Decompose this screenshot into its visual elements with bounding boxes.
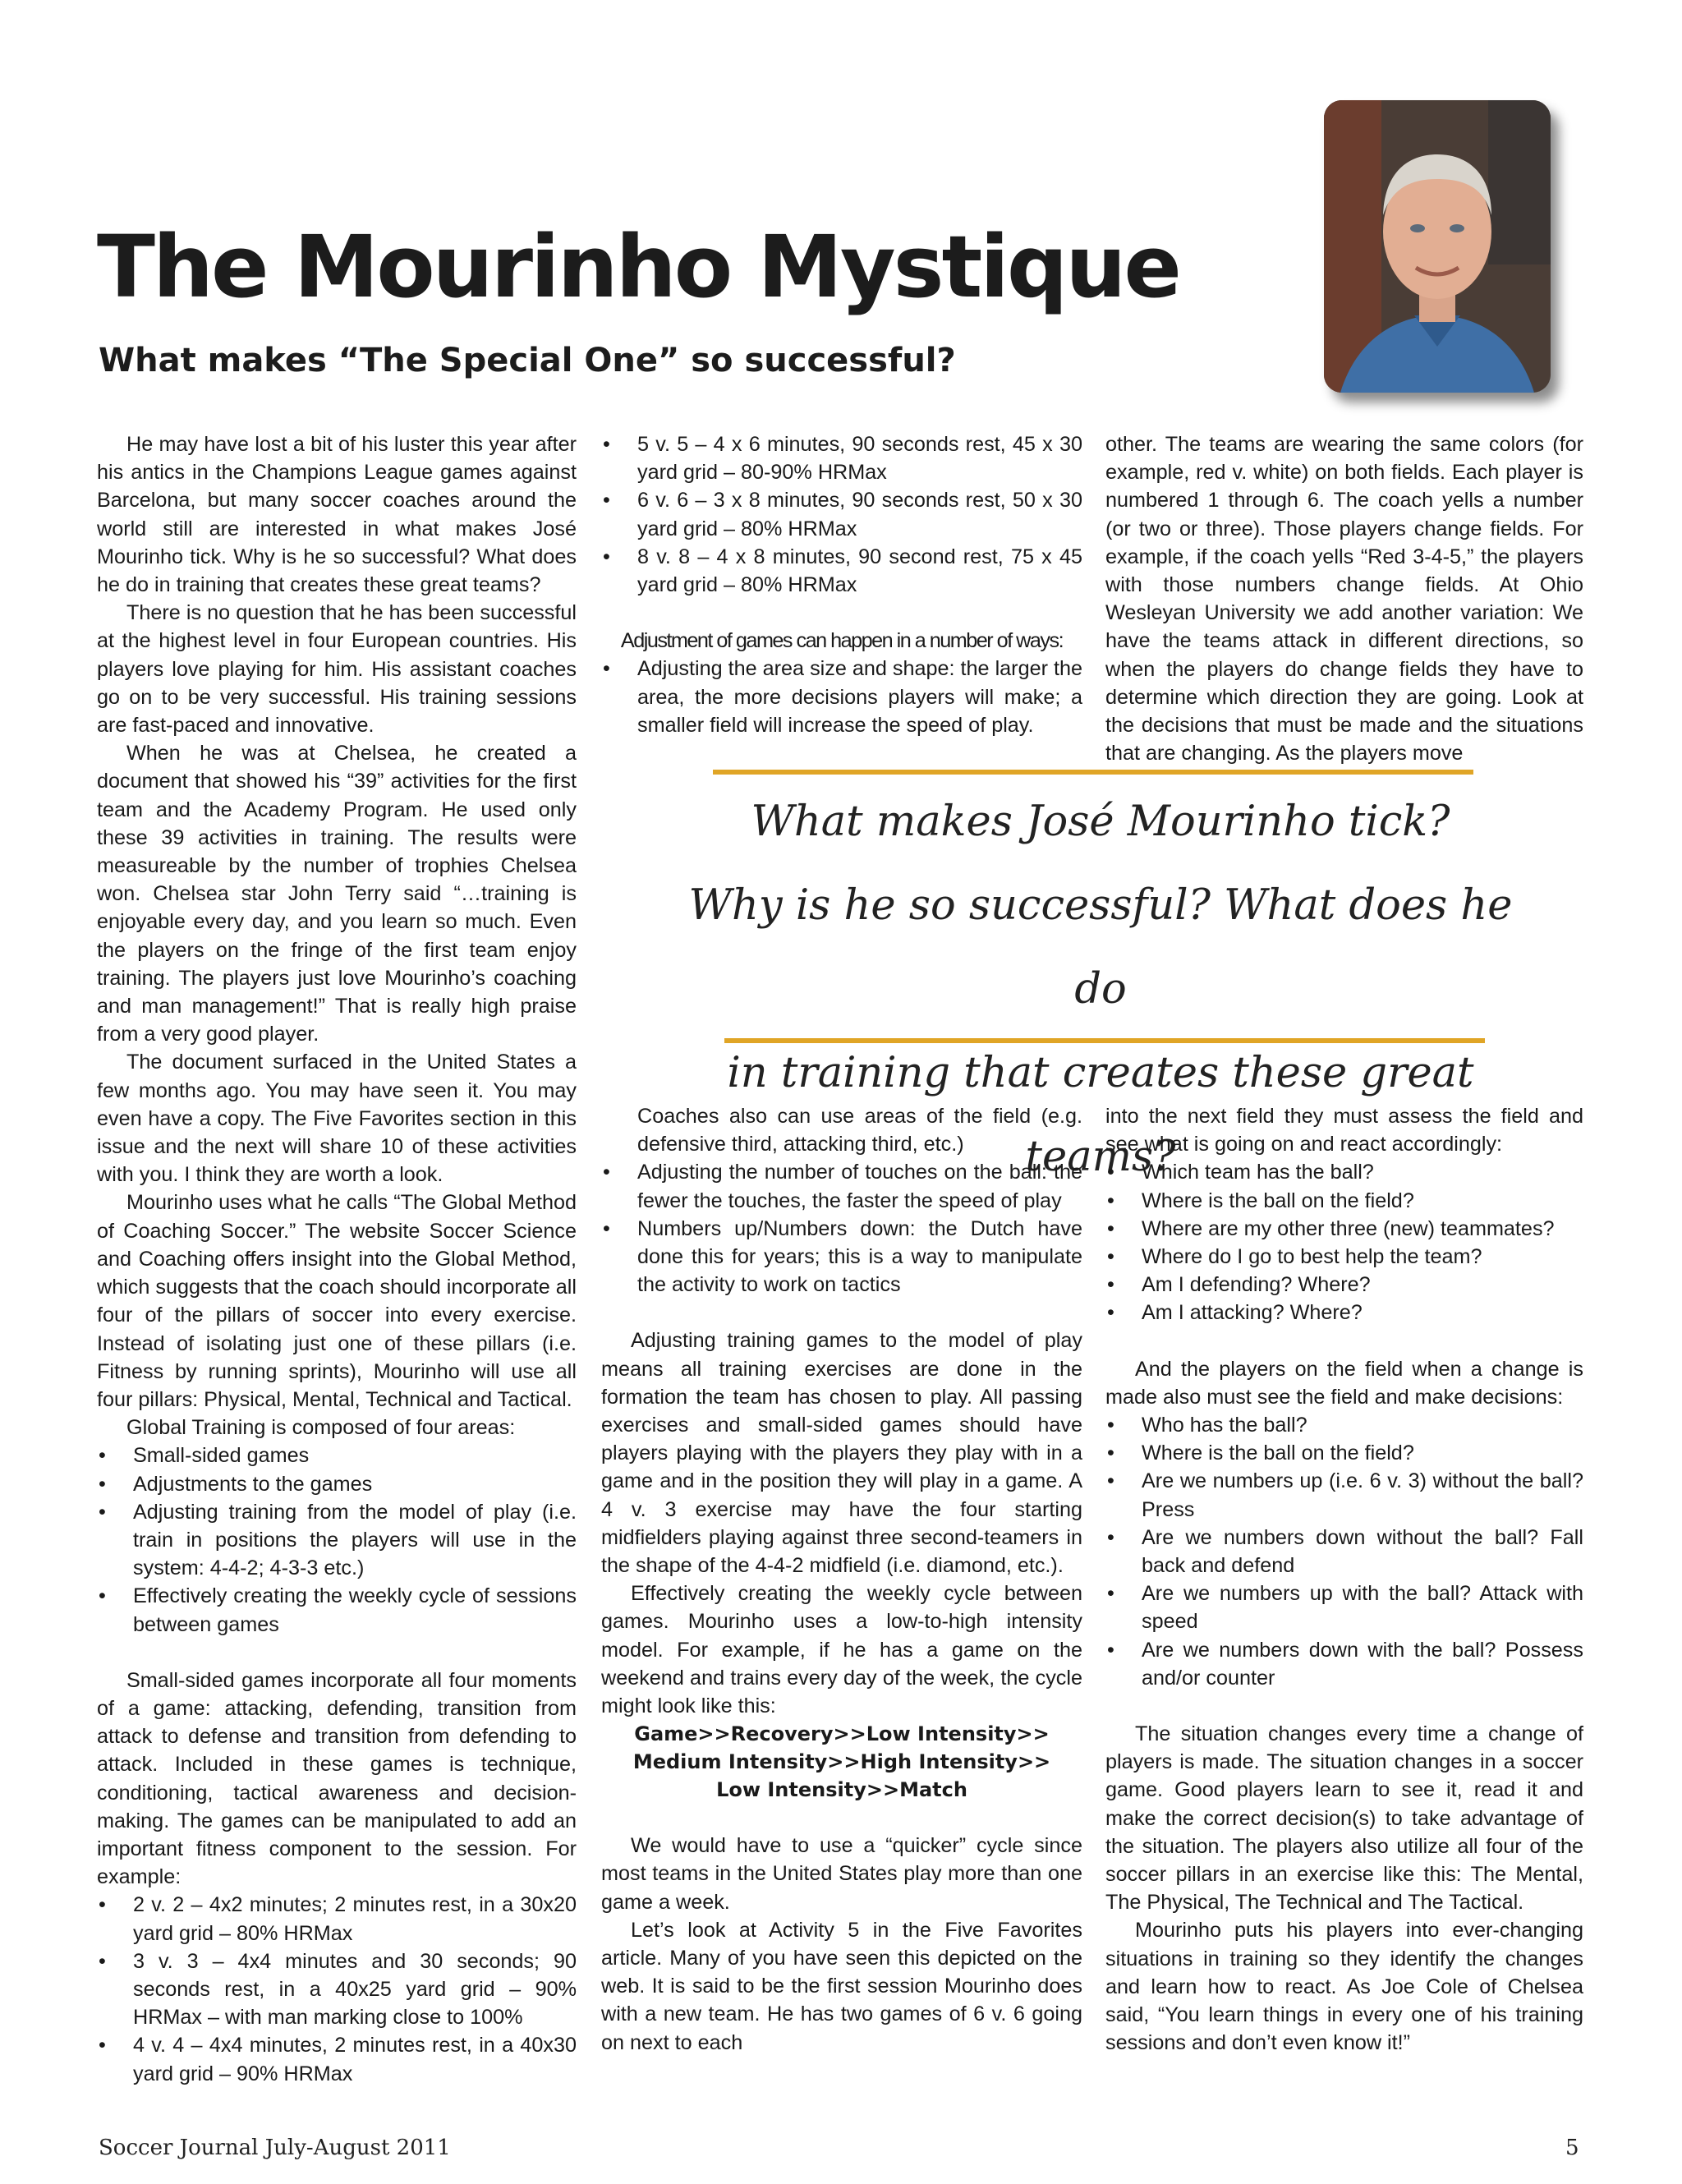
list-item: • Am I defending? Where? [1105, 1271, 1583, 1299]
article-subhead: What makes “The Special One” so successful? [99, 342, 956, 379]
bullet-list [601, 1158, 1082, 1299]
paragraph: Adjusting training games to the model of play means all training exercises are done in the formation the team has chosen to play. All passing exercises and small-sided games should have players playing with the players they play with in a game and in the position they will play in a game. A 4 v. 3 exercise may have the four starting midfielders playing against three second-teamers in the shape of the 4-4-2 midfield (i.e. diamond, etc.). [601, 1329, 1082, 1578]
paragraph: Global Training is composed of four areas: [126, 1416, 516, 1440]
paragraph: into the next field they must assess the field and see what is going on and react accordingly: [1105, 1105, 1583, 1156]
bullet-list [1105, 1158, 1583, 1326]
list-item: • 5 v. 5 – 4 x 6 minutes, 90 seconds rest, 45 x 30 yard grid – 80-90% HRMax [601, 430, 1082, 486]
bullet-list [601, 655, 1082, 739]
paragraph: We would have to use a “quicker” cycle since most teams in the United States play more than one game a week. [601, 1834, 1082, 1914]
paragraph: Mourinho uses what he calls “The Global Method of Coaching Soccer.” The website Soccer Science and Coaching offers insight into the Global Method, which suggests that the coach should incorporate all four of the pillars of soccer into every exercise. Instead of isolating just one of these pillars (i.e. Fitness by running sprints), Mourinho will use all four pillars: Physical, Mental, Technical and Tactical. [97, 1191, 577, 1411]
spacer [97, 1639, 577, 1667]
list-item: • Which team has the ball? [1105, 1158, 1583, 1186]
paragraph: Small-sided games incorporate all four moments of a game: attacking, defending, transition from attack to defense and transition from defending to attack. Included in these games is technique, conditioning, tactical awareness and decision-making. The games can be manipulated to add an important fitness component to the session. For example: [97, 1668, 577, 1889]
list-item: • Adjusting training from the model of play (i.e. train in positions the players will use in the system: 4-4-2; 4-3-3 etc.) [97, 1498, 577, 1583]
list-item: • Adjusting the number of touches on the ball: the fewer the touches, the faster the speed of play [601, 1158, 1082, 1214]
spacer [1105, 1692, 1583, 1720]
list-item: • Are we numbers up (i.e. 6 v. 3) without the ball? Press [1105, 1467, 1583, 1523]
column-1 [97, 430, 577, 2088]
list-item: • Where do I go to best help the team? [1105, 1243, 1583, 1271]
list-item: • 6 v. 6 – 3 x 8 minutes, 90 seconds rest, 50 x 30 yard grid – 80% HRMax [601, 486, 1082, 542]
list-item: • 3 v. 3 – 4x4 minutes and 30 seconds; 90 seconds rest, in a 40x25 yard grid – 90% HRMax – with man marking close to 100% [97, 1947, 577, 2032]
cycle-line: Low Intensity>>Match [716, 1778, 967, 1802]
spacer [601, 1299, 1082, 1326]
paragraph: The situation changes every time a change of players is made. The situation changes in a soccer game. Good players learn to see it, read it and make the correct decision(s) to take advantage of the situation. The players also utilize all four of the soccer pillars in an exercise like this: The Mental, The Physical, The Technical and The Tactical. [1105, 1722, 1583, 1915]
paragraph: He may have lost a bit of his luster this year after his antics in the Champions League games against Barcelona, but many soccer coaches around the world still are interested in what makes José Mourinho tick. Why is he so successful? What does he do in training that creates these great teams? [97, 433, 577, 597]
list-item: • Where is the ball on the field? [1105, 1187, 1583, 1215]
column-3-bottom [1105, 1102, 1583, 2058]
column-2-top [601, 430, 1082, 739]
column-2-bottom [601, 1102, 1082, 2057]
bullet-list [601, 430, 1082, 599]
paragraph: When he was at Chelsea, he created a document that showed his “39” activities for the first team and the Academy Program. He used only these 39 activities in training. The results were measureable by the number of trophies Chelsea won. Chelsea star John Terry said “…training is enjoyable every day, and you learn so much. Even the players on the fringe of the first team enjoy training. The players just love Mourinho’s coaching and man management!” That is really high praise from a very good player. [97, 742, 577, 1046]
cycle-line: Game>>Recovery>>Low Intensity>> [634, 1722, 1050, 1746]
list-item: • 4 v. 4 – 4x4 minutes, 2 minutes rest, in a 40x30 yard grid – 90% HRMax [97, 2031, 577, 2087]
list-item: • Are we numbers down without the ball? Fall back and defend [1105, 1524, 1583, 1579]
spacer [601, 1804, 1082, 1832]
pull-quote-line: in training that creates these great teams? [727, 1049, 1474, 1181]
list-item: • 8 v. 8 – 4 x 8 minutes, 90 second rest, 75 x 45 yard grid – 80% HRMax [601, 543, 1082, 599]
pull-quote-line: What makes José Mourinho tick? [751, 798, 1450, 846]
list-item: • Adjustments to the games [97, 1470, 577, 1498]
pullquote-bottom-rule [724, 1038, 1485, 1043]
list-item: • Small-sided games [97, 1441, 577, 1469]
footer-publication: Soccer Journal July-August 2011 [99, 2136, 451, 2160]
paragraph: other. The teams are wearing the same colors (for example, red v. white) on both fields. Each player is numbered 1 through 6. The coach yells a number (or two or three). Those players change fields. For example, if the coach yells “Red 3-4-5,” the players with those numbers change fields. At Ohio Wesleyan University we add another variation: We have the teams attack in different directions, so when the players do change fields they have to determine which direction they are going. Look at the decisions that must be made and the situations that are changing. As the players move [1105, 433, 1583, 766]
list-item: • Effectively creating the weekly cycle of sessions between games [97, 1582, 577, 1638]
paragraph: There is no question that he has been successful at the highest level in four European countries. His players love playing for him. His assistant coaches go on to be very successful. His training sessions are fast-paced and innovative. [97, 601, 577, 738]
paragraph: Mourinho puts his players into ever-changing situations in training so they identify the changes and learn how to react. As Joe Cole of Chelsea said, “You learn things in every one of his training sessions and don’t even know it!” [1105, 1919, 1583, 2055]
list-item: • Are we numbers up with the ball? Attack with speed [1105, 1579, 1583, 1635]
list-item: • Adjusting the area size and shape: the larger the area, the more decisions players will make; a smaller field will increase the speed of play. [601, 655, 1082, 739]
paragraph: Coaches also can use areas of the field (e.g. defensive third, attacking third, etc.) [637, 1105, 1082, 1156]
pull-quote-line: Why is he so successful? What does he do [688, 881, 1513, 1014]
list-item: • Where are my other three (new) teammates? [1105, 1215, 1583, 1243]
cycle-line: Medium Intensity>>High Intensity>> [632, 1750, 1051, 1774]
pullquote-top-rule [713, 770, 1473, 775]
paragraph: Effectively creating the weekly cycle between games. Mourinho uses a low-to-high intensity model. For example, if he has a game on the weekend and trains every day of the week, the cycle might look like this: [601, 1582, 1082, 1718]
paragraph: Adjustment of games can happen in a number of ways: [620, 629, 1064, 653]
bullet-list [1105, 1411, 1583, 1692]
list-item: • Am I attacking? Where? [1105, 1299, 1583, 1326]
paragraph: The document surfaced in the United States a few months ago. You may have seen it. You may even have a copy. The Five Favorites section in this issue and the next will share 10 of these activities with you. I think they are worth a look. [97, 1051, 577, 1187]
portrait-photo [1324, 100, 1551, 393]
list-item: • Who has the ball? [1105, 1411, 1583, 1439]
page-number: 5 [1565, 2136, 1579, 2160]
list-item: • 2 v. 2 – 4x2 minutes; 2 minutes rest, in a 30x20 yard grid – 80% HRMax [97, 1891, 577, 1947]
paragraph: Let’s look at Activity 5 in the Five Favorites article. Many of you have seen this depicted on the web. It is said to be the first session Mourinho does with a new team. He has two games of 6 v. 6 going on next to each [601, 1918, 1082, 2054]
list-item: • Where is the ball on the field? [1105, 1439, 1583, 1467]
bullet-list [97, 1891, 577, 2087]
article-headline: The Mourinho Mystique [97, 217, 1179, 317]
column-3-top [1105, 430, 1583, 767]
list-item: • Numbers up/Numbers down: the Dutch have done this for years; this is a way to manipulate the activity to work on tactics [601, 1215, 1082, 1299]
paragraph: And the players on the field when a change is made also must see the field and make decisions: [1105, 1357, 1583, 1409]
portrait-photo-icon [1324, 100, 1551, 393]
spacer [601, 599, 1082, 627]
spacer [1105, 1327, 1583, 1355]
bullet-list [97, 1441, 577, 1638]
list-item: • Are we numbers down with the ball? Possess and/or counter [1105, 1636, 1583, 1692]
